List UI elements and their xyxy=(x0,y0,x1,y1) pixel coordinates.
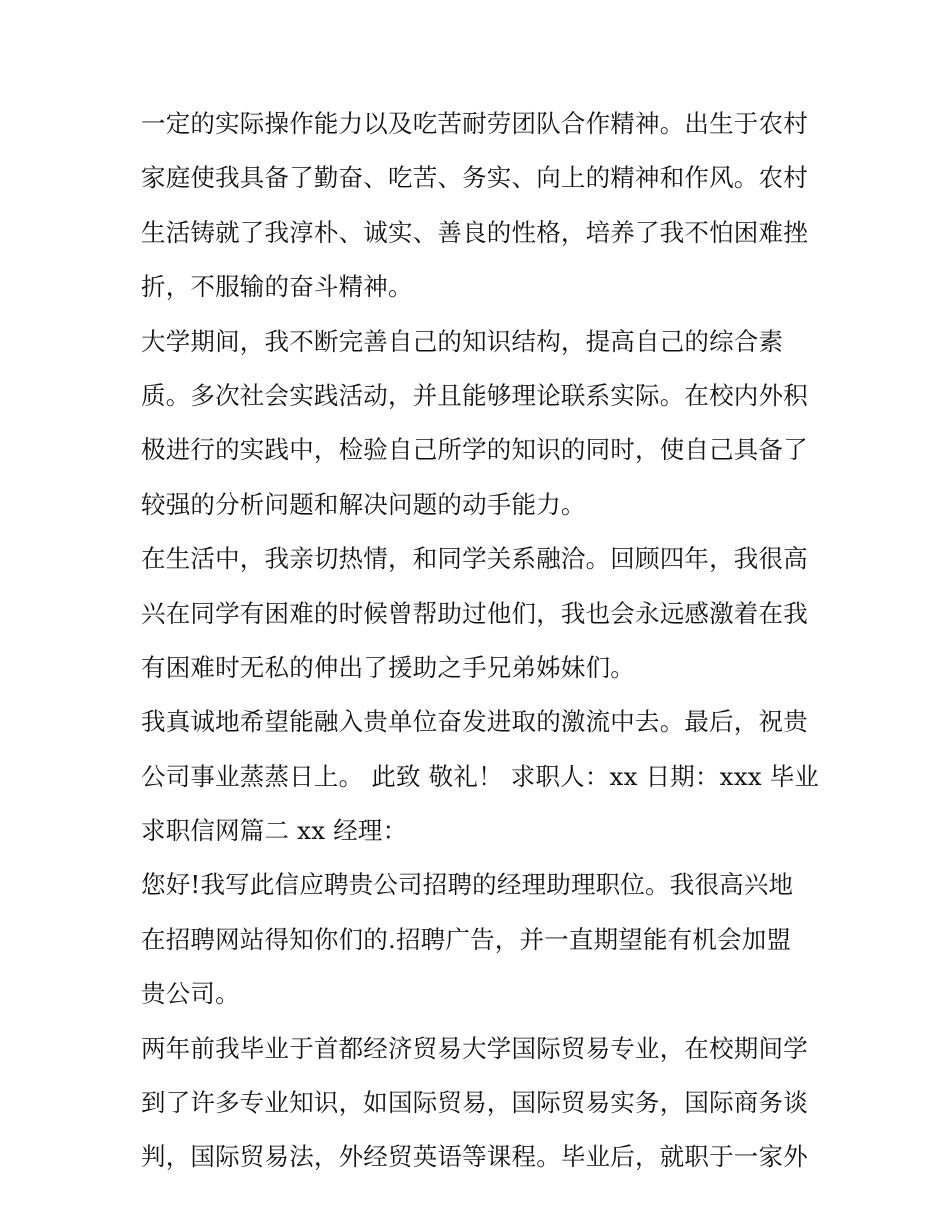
text-line-11: 有困难时无私的伸出了援助之手兄弟姊妹们。 xyxy=(141,652,635,682)
text-line-2: 家庭使我具备了勤奋、吃苦、务实、向上的精神和作风。农村 xyxy=(141,163,808,193)
text-line-4: 折，不服输的奋斗精神。 xyxy=(141,272,413,302)
text-line-15: 您好!我写此信应聘贵公司招聘的经理助理职位。我很高兴地 xyxy=(141,870,794,900)
text-line-5: 大学期间，我不断完善自己的知识结构，提高自己的综合素 xyxy=(141,326,784,356)
text-line-1: 一定的实际操作能力以及吃苦耐劳团队合作精神。出生于农村 xyxy=(141,109,808,138)
text-line-7: 极进行的实践中，检验自己所学的知识的同时，使自己具备了 xyxy=(141,435,808,465)
text-line-14: 求职信网篇二 xx 经理： xyxy=(141,816,408,846)
text-line-18: 两年前我毕业于首都经济贸易大学国际贸易专业，在校期间学 xyxy=(141,1033,808,1063)
text-line-10: 兴在同学有困难的时候曾帮助过他们，我也会永远感激着在我 xyxy=(141,598,808,628)
text-line-13: 公司事业蒸蒸日上。 此致 敬礼！ 求职人：xx 日期：xxx 毕业 xyxy=(141,761,820,791)
text-line-12: 我真诚地希望能融入贵单位奋发进取的激流中去。最后，祝贵 xyxy=(141,707,808,737)
letter-body xyxy=(141,97,821,1185)
text-line-3: 生活铸就了我淳朴、诚实、善良的性格，培养了我不怕困难挫 xyxy=(141,217,808,247)
text-line-16: 在招聘网站得知你们的.招聘广告，并一直期望能有机会加盟 xyxy=(141,924,792,954)
text-line-8: 较强的分析问题和解决问题的动手能力。 xyxy=(141,489,586,519)
text-line-9: 在生活中，我亲切热情，和同学关系融洽。回顾四年，我很高 xyxy=(141,544,808,574)
text-line-17: 贵公司。 xyxy=(141,979,240,1009)
text-line-19: 到了许多专业知识，如国际贸易，国际贸易实务，国际商务谈 xyxy=(141,1088,808,1118)
text-line-6: 质。多次社会实践活动，并且能够理论联系实际。在校内外积 xyxy=(141,380,808,410)
text-line-20: 判，国际贸易法，外经贸英语等课程。毕业后，就职于一家外 xyxy=(141,1142,808,1172)
